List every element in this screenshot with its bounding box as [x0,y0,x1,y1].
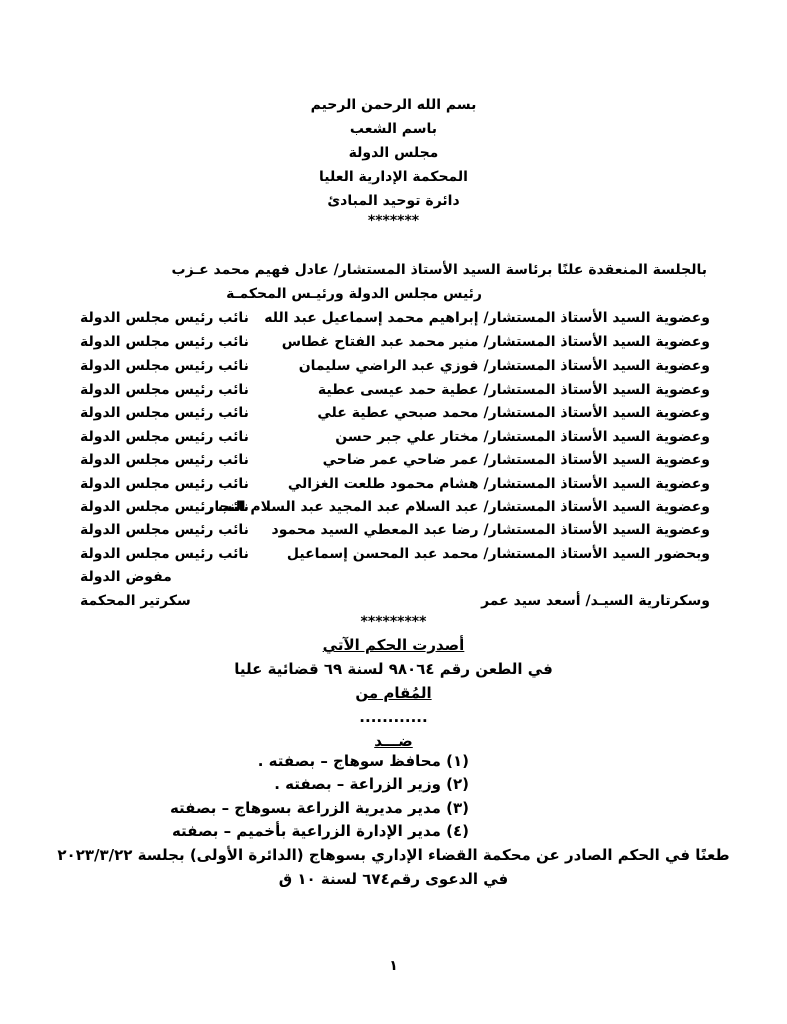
member-row [80,310,710,332]
member-title: نائب رئيس مجلس الدولة [80,452,249,468]
defendant-item: (٤) مدير الإدارة الزراعية بأخميم – بصفته [171,822,469,840]
attendee-name: وبحضور السيد الأستاذ المستشار/ محمد عبد المحسن إسماعيل [286,546,710,562]
member-row [80,405,710,427]
member-title: نائب رئيس مجلس الدولة [80,429,249,445]
member-row [80,358,710,380]
member-title: نائب رئيس مجلس الدولة [80,522,249,538]
filed-by-label: المُقام من [355,684,432,702]
member-name: وعضوية السيد الأستاذ المستشار/ محمد صبحي عطية علي [317,405,710,421]
stars-separator: ********* [360,614,427,630]
appeal-against-line: طعنًا في الحكم الصادر عن محكمة القضاء الإداري بسوهاج (الدائرة الأولى) بجلسة ٢٠٢٣/٣/٢٢ [57,846,730,864]
member-title: نائب رئيس مجلس الدولة [80,310,249,326]
judgment-issued: أصدرت الحكم الآتي [322,636,465,654]
basmala: بسم الله الرحمن الرحيم [310,97,477,113]
member-name: وعضوية السيد الأستاذ المستشار/ عبد السلام عبد المجيد عبد السلام النجار [206,499,710,515]
appeal-number: في الطعن رقم ٩٨٠٦٤ لسنة ٦٩ قضائية عليا [234,660,553,678]
member-title: نائب رئيس مجلس الدولة [80,334,249,350]
secretary-title: سكرتير المحكمة [80,593,191,609]
member-row [80,334,710,356]
member-name: وعضوية السيد الأستاذ المستشار/ مختار علي جبر حسن [335,429,710,445]
against-label: ضـــد [374,732,413,750]
secretary-row [80,593,710,615]
member-title: نائب رئيس مجلس الدولة [80,405,249,421]
member-row [80,476,710,498]
defendant-item: (١) محافظ سوهاج – بصفته . [257,752,469,770]
council-name: مجلس الدولة [348,145,439,161]
member-row [80,382,710,404]
member-title: نائب رئيس مجلس الدولة [80,358,249,374]
in-name-of-people: باسم الشعب [349,121,438,137]
member-name: وعضوية السيد الأستاذ المستشار/ إبراهيم محمد إسماعيل عبد الله [264,310,710,326]
defendant-item: (٢) وزير الزراعة – بصفته . [274,775,469,793]
case-number: في الدعوى رقم٦٧٤ لسنة ١٠ ق [278,870,509,888]
member-name: وعضوية السيد الأستاذ المستشار/ عطية حمد عيسى عطية [317,382,710,398]
attendee-title: نائب رئيس مجلس الدولة [80,546,249,562]
member-name: وعضوية السيد الأستاذ المستشار/ عمر ضاحي عمر ضاحي [322,452,710,468]
court-name: المحكمة الإدارية العليا [319,169,468,185]
member-row [80,452,710,474]
member-title: نائب رئيس مجلس الدولة [80,476,249,492]
attendee-row [80,546,710,568]
member-row [80,522,710,544]
member-name: وعضوية السيد الأستاذ المستشار/ رضا عبد المعطي السيد محمود [271,522,710,538]
member-name: وعضوية السيد الأستاذ المستشار/ منير محمد عبد الفتاح غطاس [281,334,710,350]
member-name: وعضوية السيد الأستاذ المستشار/ هشام محمود طلعت الغزالي [287,476,710,492]
member-title: نائب رئيس مجلس الدولة [80,382,249,398]
header-stars: ******* [367,213,420,229]
page-number: ١ [389,958,398,974]
president-title: رئيس مجلس الدولة ورئيـس المحكمـة [226,286,482,302]
secretary-name: وسكرتارية السيـد/ أسعد سيد عمر [481,593,710,609]
member-row [80,499,710,521]
presidency-line: بالجلسة المنعقدة علنًا برئاسة السيد الأستاذ المستشار/ عادل فهيم محمد عـزب [171,262,707,278]
member-row [80,429,710,451]
member-name: وعضوية السيد الأستاذ المستشار/ فوزي عبد الراضي سليمان [298,358,710,374]
commissioner-title: مفوض الدولة [80,569,172,585]
member-title: نائب رئيس مجلس الدولة [80,499,249,515]
appellant-dots: ............ [359,708,428,726]
circuit-name: دائرة توحيد المبادئ [327,193,460,209]
defendant-item: (٣) مدير مديرية الزراعة بسوهاج – بصفته [169,799,469,817]
